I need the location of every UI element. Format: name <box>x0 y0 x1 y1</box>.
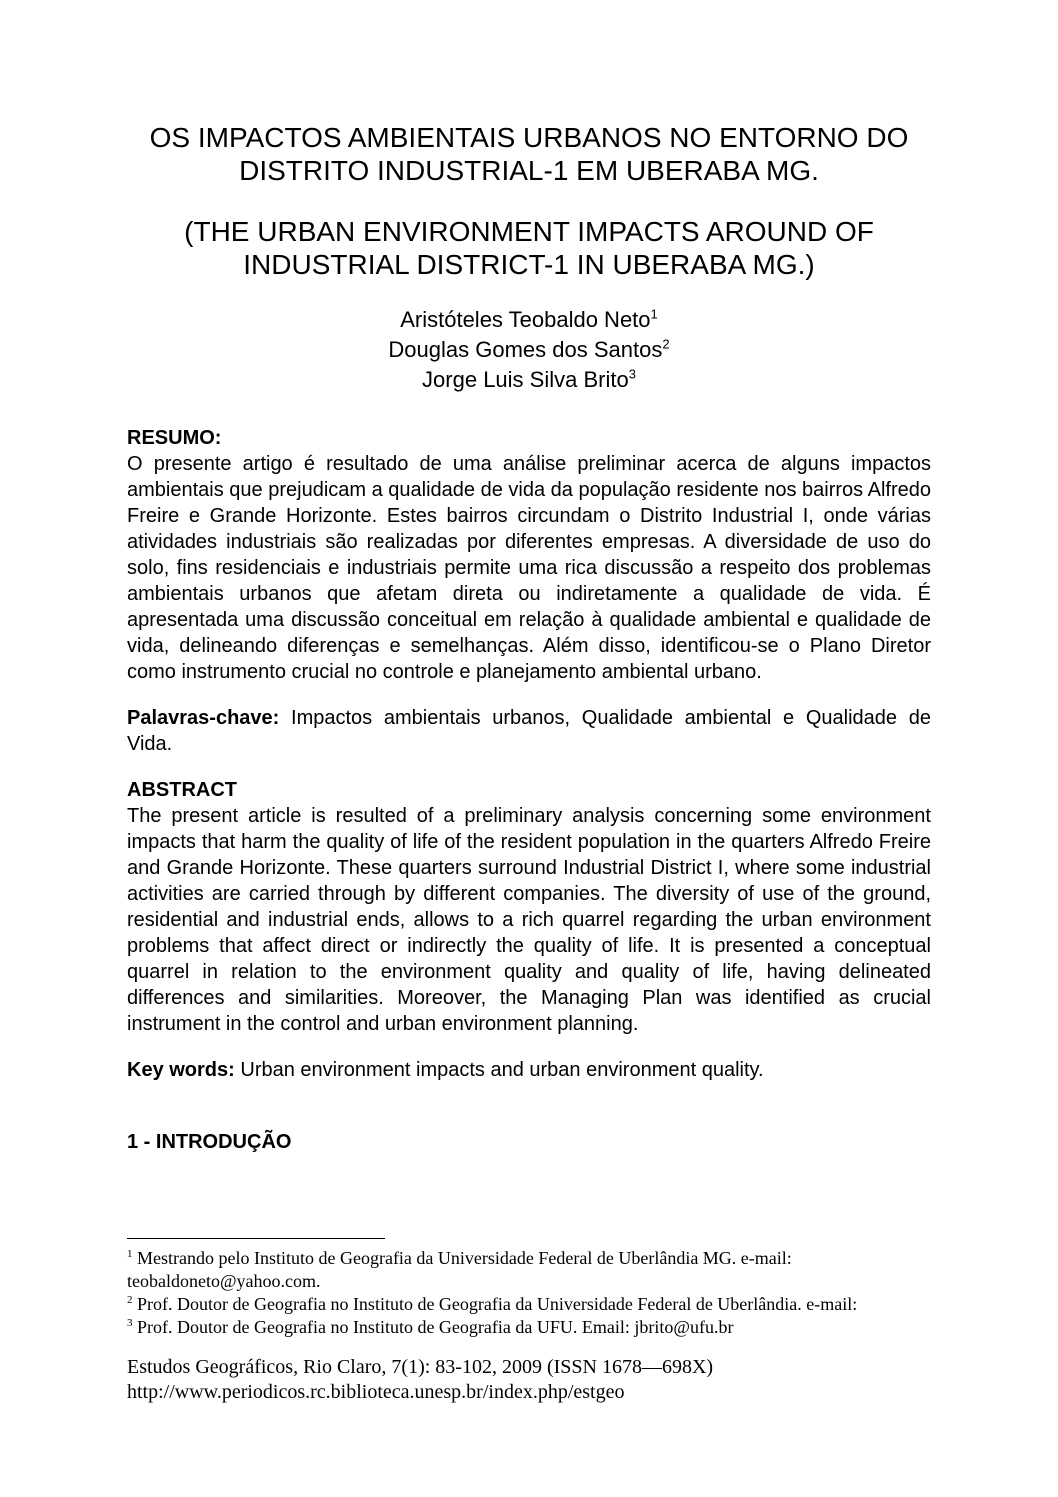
title-en-line2: INDUSTRIAL DISTRICT-1 IN UBERABA MG.) <box>243 249 815 280</box>
resumo-heading: RESUMO: <box>127 427 222 449</box>
author-footnote-ref: 2 <box>662 336 670 352</box>
key-words-text: Urban environment impacts and urban environment quality. <box>234 1059 764 1081</box>
author-name: Aristóteles Teobaldo Neto <box>400 307 651 332</box>
authors-block <box>127 305 931 395</box>
footnote-text: Mestrando pelo Instituto de Geografia da Universidade Federal de Uberlândia MG. e-mail: teobaldoneto@yahoo.com. <box>127 1248 792 1291</box>
author-line-3 <box>127 365 931 395</box>
key-words-paragraph <box>127 1057 931 1083</box>
section-1-introducao-heading: 1 - INTRODUÇÃO <box>127 1131 292 1153</box>
palavras-chave-paragraph <box>127 705 931 757</box>
page-title-portuguese <box>127 121 931 187</box>
footnote-3 <box>127 1316 931 1339</box>
journal-info <box>127 1355 931 1405</box>
author-line-1 <box>127 305 931 335</box>
abstract-paragraph: The present article is resulted of a preliminary analysis concerning some environment impacts that harm the quality of life of the resident population in the quarters Alfredo Freire and Grande Horizonte. These quarters surround Industrial District I, where some industrial activities are carried through by different companies. The diversity of use of the ground, residential and industrial ends, allows to a rich quarrel regarding the urban environment problems that affect direct or indirectly the quality of life. It is presented a conceptual quarrel in relation to the environment quality and quality of life, having delineated differences and similarities. Moreover, the Managing Plan was identified as crucial instrument in the control and urban environment planning. <box>127 805 931 1035</box>
key-words-label: Key words: <box>127 1059 235 1081</box>
footnote-ref: 3 <box>127 1317 133 1329</box>
footnote-2 <box>127 1293 931 1316</box>
author-footnote-ref: 3 <box>628 366 636 382</box>
footnote-text: Prof. Doutor de Geografia no Instituto de Geografia da UFU. Email: jbrito@ufu.br <box>132 1317 734 1337</box>
title-pt-line1: OS IMPACTOS AMBIENTAIS URBANOS NO ENTORNO DO <box>149 122 909 153</box>
abstract-heading: ABSTRACT <box>127 779 237 801</box>
footnote-separator-rule <box>127 1238 385 1239</box>
author-footnote-ref: 1 <box>650 306 658 322</box>
resumo-paragraph: O presente artigo é resultado de uma análise preliminar acerca de alguns impactos ambientais que prejudicam a qualidade de vida da população residente nos bairros Alfredo Freire e Grande Horizonte. Estes bairros circundam o Distrito Industrial I, onde várias atividades industriais são realizadas por diferentes empresas. A diversidade de uso do solo, fins residenciais e industriais permite uma rica discussão a respeito dos problemas ambientais urbanos que afetam direta ou indiretamente a qualidade de vida. É apresentada uma discussão conceitual em relação à qualidade ambiental e qualidade de vida, delineando diferenças e semelhanças. Além disso, identificou-se o Plano Diretor como instrumento crucial no controle e planejamento ambiental urbano. <box>127 453 931 683</box>
footnote-1 <box>127 1247 931 1293</box>
journal-url: http://www.periodicos.rc.biblioteca.unesp.br/index.php/estgeo <box>127 1381 625 1403</box>
palavras-chave-label: Palavras-chave: <box>127 707 280 729</box>
footnote-ref: 1 <box>127 1248 133 1260</box>
footnote-ref: 2 <box>127 1294 133 1306</box>
palavras-chave-text: Impactos ambientais urbanos, Qualidade ambiental e Qualidade de Vida. <box>127 707 931 755</box>
footnote-area <box>127 1238 931 1405</box>
author-line-2 <box>127 335 931 365</box>
journal-citation: Estudos Geográficos, Rio Claro, 7(1): 83-102, 2009 (ISSN 1678—698X) <box>127 1356 714 1378</box>
page-content <box>127 0 931 1155</box>
title-en-line1: (THE URBAN ENVIRONMENT IMPACTS AROUND OF <box>184 216 874 247</box>
footnote-text: Prof. Doutor de Geografia no Instituto de Geografia da Universidade Federal de Uberlândia. e-mail: <box>132 1294 858 1314</box>
title-pt-line2: DISTRITO INDUSTRIAL-1 EM UBERABA MG. <box>239 155 819 186</box>
author-name: Jorge Luis Silva Brito <box>422 367 629 392</box>
author-name: Douglas Gomes dos Santos <box>388 337 663 362</box>
page-title-english <box>127 215 931 281</box>
